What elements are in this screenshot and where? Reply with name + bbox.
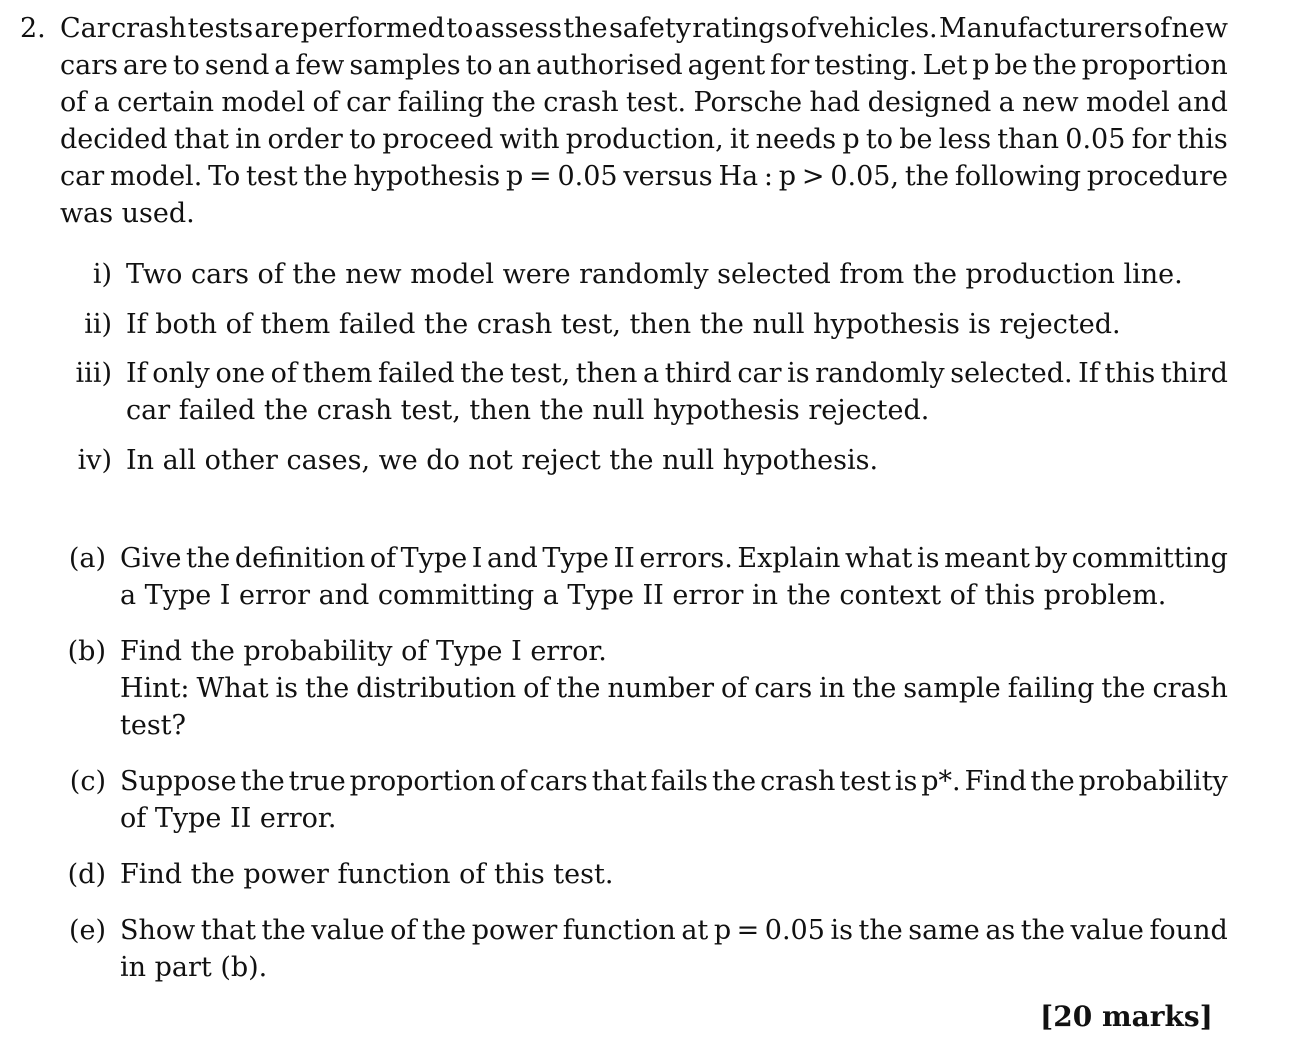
part-d bbox=[120, 856, 1228, 893]
procedure-line: car failed the crash test, then the null hypothesis rejected. bbox=[126, 395, 930, 426]
part-label: (a) bbox=[68, 543, 106, 574]
intro-line: of a certain model of car failing the crash test. Porsche had designed a new model and bbox=[60, 87, 1228, 118]
procedure-label: i) bbox=[92, 259, 112, 290]
question-number: 2. bbox=[20, 13, 46, 44]
intro-line: car model. To test the hypothesis p = 0.05 versus Ha : p > 0.05, the following procedure bbox=[60, 161, 1228, 192]
part-line: test? bbox=[120, 710, 187, 741]
part-line: Find the probability of Type I error. bbox=[120, 636, 607, 667]
part-line: Hint: What is the distribution of the number of cars in the sample failing the crash bbox=[120, 673, 1228, 704]
procedure-label: ii) bbox=[84, 309, 112, 340]
procedure-line: If both of them failed the crash test, then the null hypothesis is rejected. bbox=[126, 309, 1121, 340]
intro-line: decided that in order to proceed with production, it needs p to be less than 0.05 for this bbox=[60, 124, 1228, 155]
procedure-line: If only one of them failed the test, then a third car is randomly selected. If this third bbox=[126, 358, 1228, 389]
procedure-label: iii) bbox=[75, 358, 112, 389]
marks-label: [20 marks] bbox=[1040, 1000, 1213, 1033]
part-line: Suppose the true proportion of cars that fails the crash test is p*. Find the probability bbox=[120, 766, 1228, 797]
part-label: (e) bbox=[68, 915, 106, 946]
part-c bbox=[120, 763, 1228, 837]
procedure-step bbox=[126, 442, 1228, 479]
question-intro bbox=[60, 10, 1228, 232]
part-label: (d) bbox=[67, 859, 106, 890]
part-line: a Type I error and committing a Type II error in the context of this problem. bbox=[120, 580, 1167, 611]
intro-line: was used. bbox=[60, 198, 195, 229]
part-b bbox=[120, 633, 1228, 744]
part-label: (c) bbox=[69, 766, 106, 797]
part-a bbox=[120, 540, 1228, 614]
procedure-step bbox=[126, 355, 1228, 429]
part-label: (b) bbox=[67, 636, 106, 667]
part-line: of Type II error. bbox=[120, 803, 337, 834]
procedure-line: Two cars of the new model were randomly selected from the production line. bbox=[126, 259, 1183, 290]
part-e bbox=[120, 912, 1228, 986]
procedure-step bbox=[126, 256, 1228, 293]
procedure-line: In all other cases, we do not reject the null hypothesis. bbox=[126, 445, 879, 476]
intro-line: cars are to send a few samples to an authorised agent for testing. Let p be the proportion bbox=[60, 50, 1228, 81]
intro-line: Car crash tests are performed to assess the safety ratings of vehicles. Manufacturers of new bbox=[60, 13, 1228, 44]
part-line: Show that the value of the power function at p = 0.05 is the same as the value found bbox=[120, 915, 1228, 946]
part-line: Find the power function of this test. bbox=[120, 859, 614, 890]
part-line: in part (b). bbox=[120, 952, 268, 983]
part-line: Give the definition of Type I and Type II errors. Explain what is meant by committing bbox=[120, 543, 1228, 574]
procedure-step bbox=[126, 306, 1228, 343]
procedure-label: iv) bbox=[77, 445, 112, 476]
